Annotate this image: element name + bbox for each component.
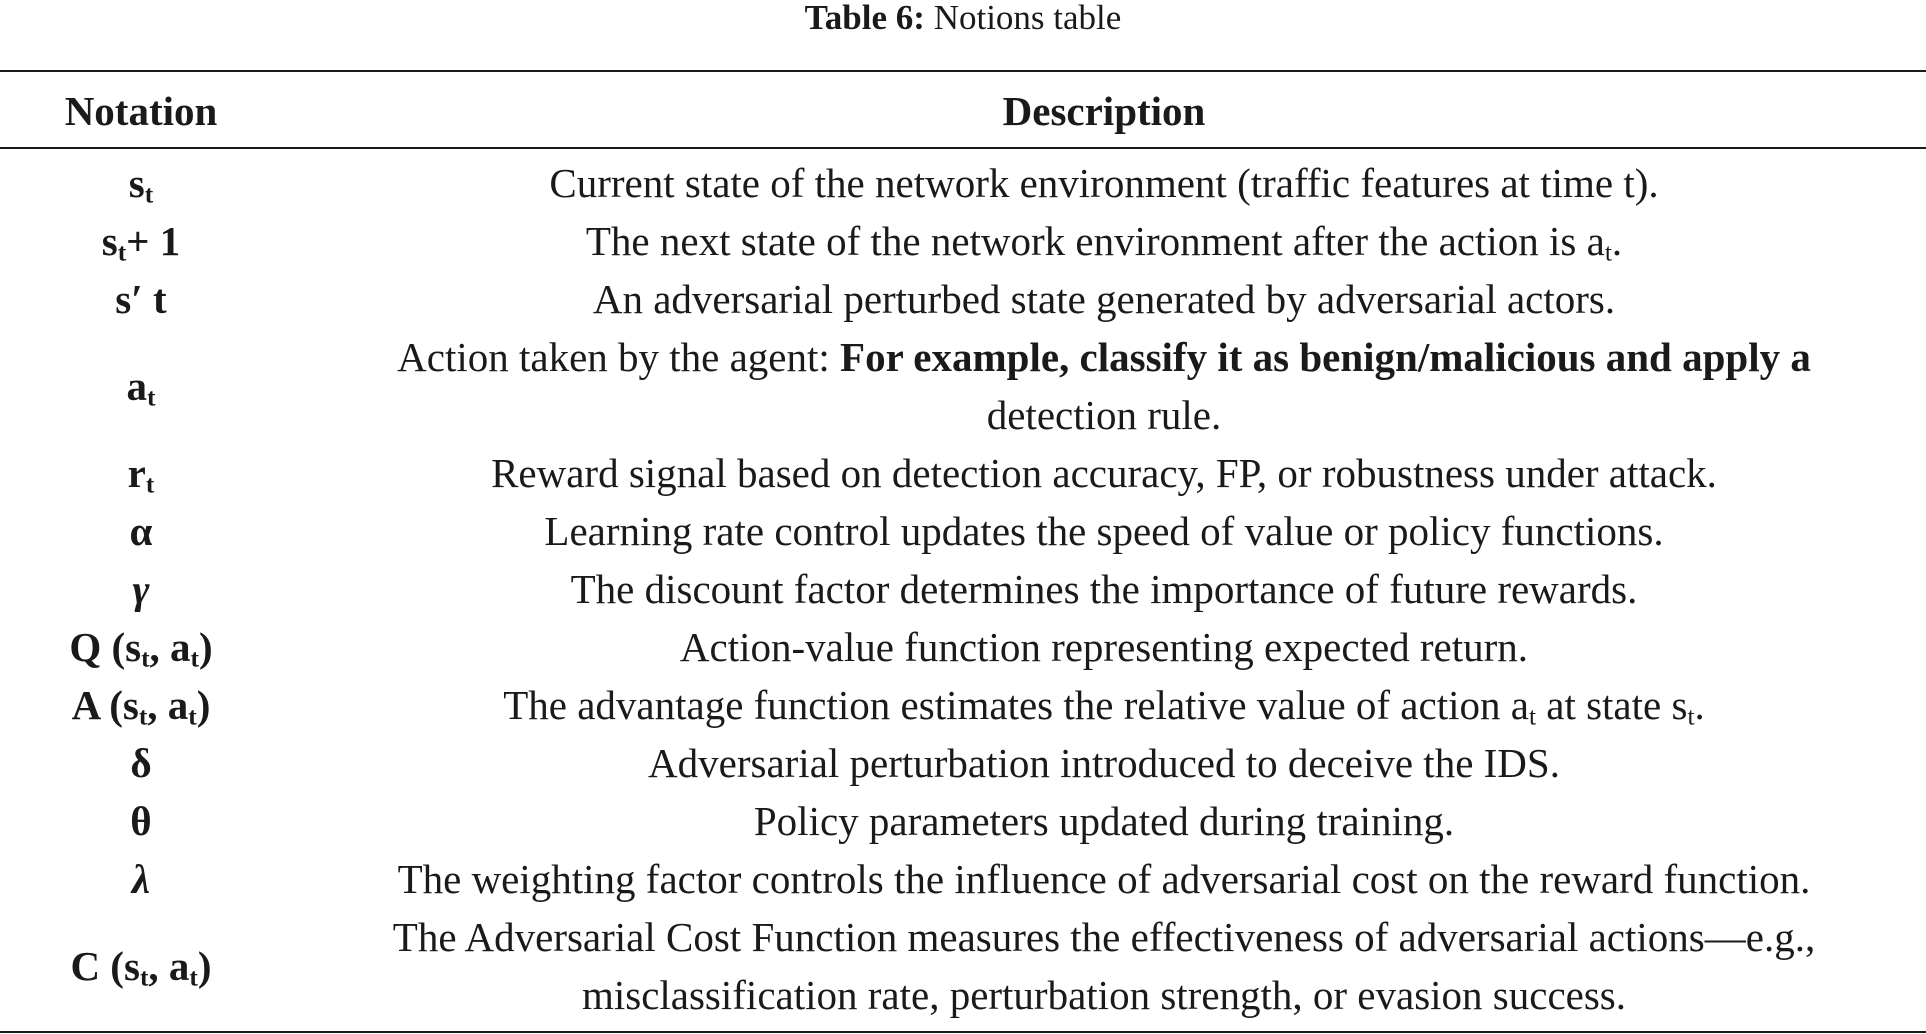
description-cell: Adversarial perturbation introduced to deceive the IDS.: [648, 740, 1560, 786]
header-notation: Notation: [64, 88, 218, 134]
caption-label: Table 6:: [804, 0, 925, 37]
table-row: [0, 212, 1926, 270]
table-caption: [0, 0, 1926, 36]
table-row: [0, 560, 1926, 618]
description-cell: The next state of the network environment after the action is $a_t$.: [585, 218, 1623, 267]
table-row: [0, 444, 1926, 502]
notation-cell: $r_t$: [127, 450, 155, 499]
notation-cell: θ: [130, 798, 152, 844]
table-row: [0, 908, 1926, 1024]
description-cell: The Adversarial Cost Function measures the effectiveness of adversarial actions—e.g., misclassification rate, perturbation strength, or evasion success.: [392, 914, 1816, 1018]
notation-cell: $s_t$: [128, 160, 154, 209]
notation-cell: Q ($s_t$, $a_t$): [69, 624, 213, 673]
description-cell: The advantage function estimates the relative value of action $a_t$ at state $s_t$.: [503, 682, 1705, 731]
description-cell: Action taken by the agent: For example, classify it as benign/malicious and apply a detection rule.: [397, 334, 1811, 438]
notation-cell: A ($s_t$, $a_t$): [71, 682, 211, 731]
table-row: [0, 270, 1926, 328]
description-cell: Reward signal based on detection accuracy, FP, or robustness under attack.: [491, 450, 1717, 496]
table-row: [0, 502, 1926, 560]
description-cell: The discount factor determines the importance of future rewards.: [570, 566, 1638, 612]
header-rule: [0, 147, 1926, 149]
table-row: [0, 154, 1926, 212]
table-row: [0, 850, 1926, 908]
table-row: [0, 734, 1926, 792]
description-cell: Action-value function representing expected return.: [679, 624, 1529, 670]
table-body: [0, 154, 1926, 1024]
notation-cell: C ($s_t$, $a_t$): [70, 943, 212, 992]
description-cell: Current state of the network environment (traffic features at time t).: [549, 160, 1659, 206]
table-header: [0, 80, 1926, 142]
notation-cell: γ: [132, 566, 150, 612]
header-description: Description: [1002, 88, 1206, 134]
notation-cell: δ: [130, 740, 152, 786]
top-rule: [0, 70, 1926, 72]
notation-cell: λ: [131, 856, 151, 902]
notation-cell: s′ t: [115, 276, 167, 322]
description-cell: Learning rate control updates the speed of value or policy functions.: [544, 508, 1664, 554]
caption-text: Notions table: [933, 0, 1122, 37]
bottom-rule: [0, 1031, 1926, 1033]
notation-cell: $a_t$: [126, 363, 156, 412]
description-cell: Policy parameters updated during training.: [753, 798, 1455, 844]
table-row: [0, 328, 1926, 444]
notation-cell: $s_t+ 1$: [101, 218, 181, 267]
description-cell: The weighting factor controls the influence of adversarial cost on the reward function.: [397, 856, 1811, 902]
description-cell: An adversarial perturbed state generated by adversarial actors.: [592, 276, 1616, 322]
notation-cell: α: [129, 508, 153, 554]
table-row: [0, 618, 1926, 676]
table-row: [0, 792, 1926, 850]
table-row: [0, 676, 1926, 734]
